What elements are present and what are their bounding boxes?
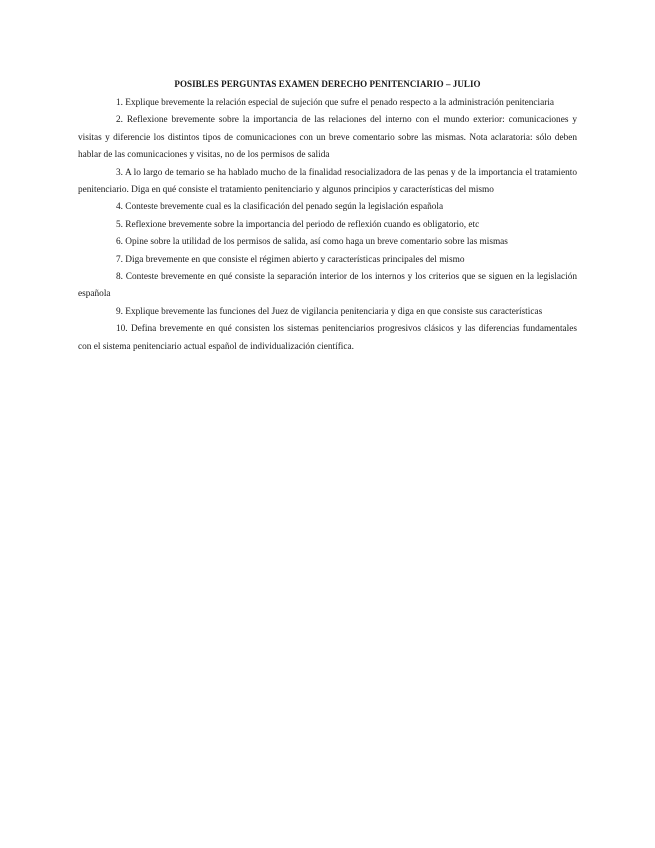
question-10: 10. Defina brevemente en qué consisten los sistemas penitenciarios progresivos clásicos y las diferencias fundamentales con el sistema penitenciario actual español de individualización científica. [78, 324, 577, 352]
question-6: 6. Opine sobre la utilidad de los permisos de salida, así como haga un breve comentario sobre las mismas [116, 237, 508, 248]
question-2: 2. Reflexione brevemente sobre la importancia de las relaciones del interno con el mundo exterior: comunicaciones y visitas y diferencie los distintos tipos de comunicaciones con un breve comentario sobre las mismas. Nota aclaratoria: sólo deben hablar de las comunicaciones y visitas, no de los permisos de salida [78, 115, 577, 161]
question-9: 9. Explique brevemente las funciones del Juez de vigilancia penitenciaria y diga en que consiste sus características [116, 306, 543, 317]
question-8: 8. Conteste brevemente en qué consiste la separación interior de los internos y los criterios que se siguen en la legislación española [78, 272, 577, 300]
document-page [78, 77, 577, 356]
question-4: 4. Conteste brevemente cual es la clasificación del penado según la legislación española [116, 202, 444, 213]
document-title: POSIBLES PERGUNTAS EXAMEN DERECHO PENITENCIARIO – JULIO [174, 79, 481, 89]
question-3: 3. A lo largo de temario se ha hablado mucho de la finalidad resocializadora de las penas y de la importancia el tratamiento penitenciario. Diga en qué consiste el tratamiento penitenciario y algunos principios y características del mismo [78, 167, 577, 196]
question-1: 1. Explique brevemente la relación especial de sujeción que sufre el penado respecto a la administración penitenciaria [116, 98, 555, 108]
question-5: 5. Reflexione brevemente sobre la importancia del periodo de reflexión cuando es obligatorio, etc [116, 219, 480, 230]
question-7: 7. Diga brevemente en que consiste el régimen abierto y características principales del mismo [116, 254, 465, 265]
